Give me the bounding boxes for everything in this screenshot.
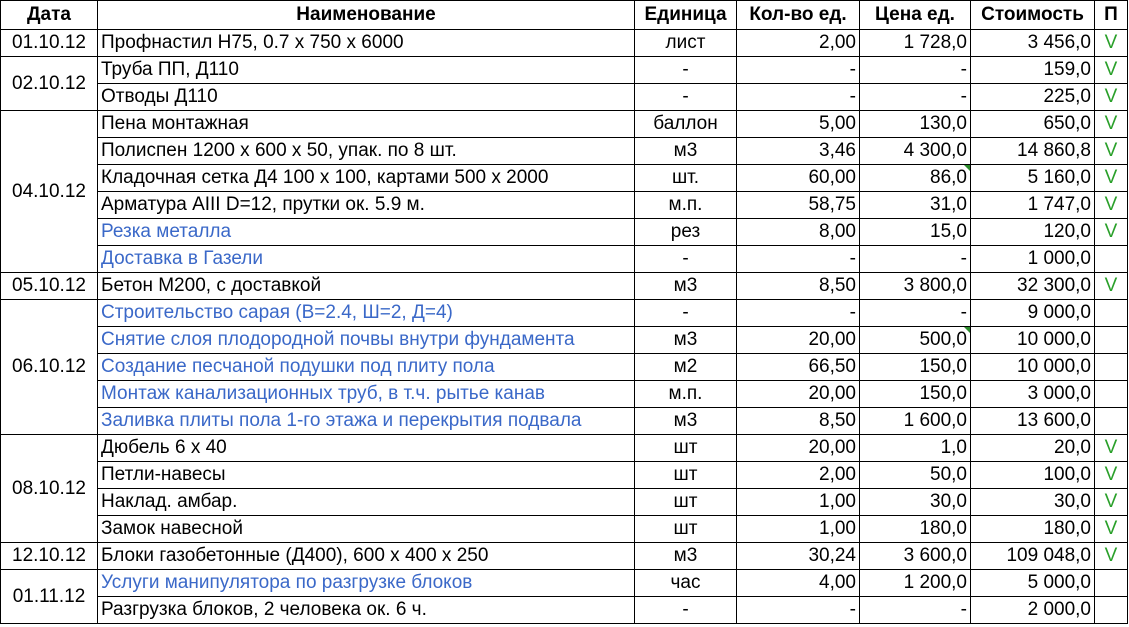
item-name-cell[interactable]: Наклад. амбар.	[98, 489, 635, 516]
comment-indicator-icon[interactable]	[964, 327, 970, 333]
item-name-cell[interactable]: Профнастил Н75, 0.7 х 750 х 6000	[98, 30, 635, 57]
quantity-cell[interactable]: -	[737, 57, 860, 84]
quantity-cell[interactable]: 1,00	[737, 516, 860, 543]
paid-mark: V	[1104, 59, 1118, 80]
date-cell[interactable]: 08.10.12	[1, 435, 98, 543]
unit-cell[interactable]: м.п.	[635, 192, 737, 219]
table-row	[1, 165, 1128, 192]
price-value: 50,0	[930, 464, 967, 485]
price-value: 1 728,0	[903, 32, 967, 53]
item-name-cell[interactable]: Пена монтажная	[98, 111, 635, 138]
cost-cell[interactable]: 2 000,0	[971, 597, 1095, 624]
paid-mark: V	[1104, 113, 1118, 134]
table-row	[1, 30, 1128, 57]
unit-price-cell[interactable]	[860, 543, 971, 570]
table-row	[1, 597, 1128, 624]
paid-mark: V	[1104, 491, 1118, 512]
unit-cell[interactable]: шт	[635, 489, 737, 516]
header-qty[interactable]: Кол-во ед.	[737, 1, 860, 30]
paid-cell[interactable]	[1095, 327, 1128, 354]
item-name-cell[interactable]: Разгрузка блоков, 2 человека ок. 6 ч.	[98, 597, 635, 624]
unit-price-cell[interactable]	[860, 138, 971, 165]
unit-cell[interactable]: м.п.	[635, 381, 737, 408]
quantity-cell[interactable]: 8,00	[737, 219, 860, 246]
cost-cell[interactable]: 180,0	[971, 516, 1095, 543]
header-price[interactable]: Цена ед.	[860, 1, 971, 30]
quantity-cell[interactable]: 5,00	[737, 111, 860, 138]
unit-price-cell[interactable]	[860, 219, 971, 246]
paid-mark: V	[1104, 167, 1118, 188]
paid-cell[interactable]	[1095, 30, 1128, 57]
unit-cell[interactable]: лист	[635, 30, 737, 57]
unit-price-cell[interactable]	[860, 354, 971, 381]
cost-cell[interactable]: 10 000,0	[971, 354, 1095, 381]
paid-mark: V	[1104, 140, 1118, 161]
table-row	[1, 219, 1128, 246]
price-value: 3 600,0	[903, 545, 967, 566]
cost-cell[interactable]: 13 600,0	[971, 408, 1095, 435]
header-name[interactable]: Наименование	[98, 1, 635, 30]
price-value: 30,0	[930, 491, 967, 512]
cost-cell[interactable]: 650,0	[971, 111, 1095, 138]
unit-cell[interactable]: -	[635, 246, 737, 273]
price-value: 3 800,0	[903, 275, 967, 296]
price-value: 86,0	[930, 167, 967, 188]
unit-price-cell[interactable]	[860, 111, 971, 138]
quantity-cell[interactable]: -	[737, 246, 860, 273]
price-value: 130,0	[919, 113, 967, 134]
unit-price-cell[interactable]	[860, 435, 971, 462]
unit-cell[interactable]: -	[635, 84, 737, 111]
date-cell[interactable]: 02.10.12	[1, 57, 98, 111]
item-name-cell[interactable]: Монтаж канализационных труб, в т.ч. рытье канав	[98, 381, 635, 408]
item-name-cell[interactable]: Заливка плиты пола 1-го этажа и перекрытия подвала	[98, 408, 635, 435]
table-row	[1, 273, 1128, 300]
cost-cell[interactable]: 30,0	[971, 489, 1095, 516]
paid-cell[interactable]	[1095, 246, 1128, 273]
unit-cell[interactable]: м2	[635, 354, 737, 381]
quantity-cell[interactable]: 60,00	[737, 165, 860, 192]
unit-price-cell[interactable]	[860, 192, 971, 219]
price-value: 4 300,0	[903, 140, 967, 161]
table-row	[1, 570, 1128, 597]
quantity-cell[interactable]: -	[737, 84, 860, 111]
unit-cell[interactable]: час	[635, 570, 737, 597]
unit-price-cell[interactable]	[860, 327, 971, 354]
paid-cell[interactable]	[1095, 462, 1128, 489]
paid-cell[interactable]	[1095, 354, 1128, 381]
unit-price-cell[interactable]	[860, 570, 971, 597]
price-value: 150,0	[919, 356, 967, 377]
item-name-cell[interactable]: Арматура AIII D=12, прутки ок. 5.9 м.	[98, 192, 635, 219]
paid-cell[interactable]	[1095, 111, 1128, 138]
date-cell[interactable]: 06.10.12	[1, 300, 98, 435]
header-paid[interactable]: П	[1095, 1, 1128, 30]
quantity-cell[interactable]: 3,46	[737, 138, 860, 165]
quantity-cell[interactable]: 20,00	[737, 381, 860, 408]
item-name-cell[interactable]: Петли-навесы	[98, 462, 635, 489]
table-row	[1, 300, 1128, 327]
item-name-cell[interactable]: Снятие слоя плодородной почвы внутри фундамента	[98, 327, 635, 354]
price-value: 31,0	[930, 194, 967, 215]
header-unit[interactable]: Единица	[635, 1, 737, 30]
header-date[interactable]: Дата	[1, 1, 98, 30]
unit-cell[interactable]: м3	[635, 327, 737, 354]
table-row	[1, 516, 1128, 543]
table-row	[1, 84, 1128, 111]
quantity-cell[interactable]: 30,24	[737, 543, 860, 570]
table-row	[1, 435, 1128, 462]
cost-cell[interactable]: 5 000,0	[971, 570, 1095, 597]
quantity-cell[interactable]: 4,00	[737, 570, 860, 597]
item-name-cell[interactable]: Бетон М200, с доставкой	[98, 273, 635, 300]
paid-mark: V	[1104, 437, 1118, 458]
item-name-cell[interactable]: Труба ПП, Д110	[98, 57, 635, 84]
unit-cell[interactable]: м3	[635, 273, 737, 300]
table-row	[1, 489, 1128, 516]
unit-price-cell[interactable]	[860, 300, 971, 327]
unit-price-cell[interactable]	[860, 489, 971, 516]
table-body	[1, 30, 1128, 624]
item-name-cell[interactable]: Услуги манипулятора по разгрузке блоков	[98, 570, 635, 597]
paid-cell[interactable]	[1095, 597, 1128, 624]
unit-price-cell[interactable]	[860, 84, 971, 111]
paid-cell[interactable]	[1095, 57, 1128, 84]
paid-mark: V	[1104, 86, 1118, 107]
paid-cell[interactable]	[1095, 165, 1128, 192]
comment-indicator-icon[interactable]	[964, 165, 970, 171]
unit-price-cell[interactable]	[860, 381, 971, 408]
paid-mark: V	[1104, 518, 1118, 539]
date-cell[interactable]: 01.11.12	[1, 570, 98, 624]
unit-price-cell[interactable]	[860, 30, 971, 57]
paid-cell[interactable]	[1095, 408, 1128, 435]
cost-cell[interactable]: 225,0	[971, 84, 1095, 111]
table-row	[1, 192, 1128, 219]
header-row	[1, 1, 1128, 30]
paid-cell[interactable]	[1095, 516, 1128, 543]
unit-cell[interactable]: -	[635, 597, 737, 624]
date-cell[interactable]: 01.10.12	[1, 30, 98, 57]
paid-cell[interactable]	[1095, 273, 1128, 300]
table-row	[1, 111, 1128, 138]
table-row	[1, 462, 1128, 489]
paid-mark: V	[1104, 221, 1118, 242]
cost-cell[interactable]: 14 860,8	[971, 138, 1095, 165]
price-value: 1 200,0	[903, 572, 967, 593]
price-value: 150,0	[919, 383, 967, 404]
table-row	[1, 138, 1128, 165]
table-row	[1, 408, 1128, 435]
paid-cell[interactable]	[1095, 219, 1128, 246]
unit-cell[interactable]: шт	[635, 462, 737, 489]
unit-cell[interactable]: шт.	[635, 165, 737, 192]
unit-cell[interactable]: шт	[635, 516, 737, 543]
quantity-cell[interactable]: 20,00	[737, 327, 860, 354]
quantity-cell[interactable]: 1,00	[737, 489, 860, 516]
price-value: 1 600,0	[903, 410, 967, 431]
paid-mark: V	[1104, 32, 1118, 53]
cost-cell[interactable]: 120,0	[971, 219, 1095, 246]
unit-cell[interactable]: м3	[635, 543, 737, 570]
date-cell[interactable]: 04.10.12	[1, 111, 98, 273]
unit-price-cell[interactable]	[860, 57, 971, 84]
price-value: 500,0	[919, 329, 967, 350]
cost-cell[interactable]: 109 048,0	[971, 543, 1095, 570]
price-value: -	[960, 302, 967, 323]
quantity-cell[interactable]: 58,75	[737, 192, 860, 219]
item-name-cell[interactable]: Замок навесной	[98, 516, 635, 543]
cost-cell[interactable]: 5 160,0	[971, 165, 1095, 192]
item-name-cell[interactable]: Создание песчаной подушки под плиту пола	[98, 354, 635, 381]
quantity-cell[interactable]: 2,00	[737, 30, 860, 57]
price-value: 1,0	[940, 437, 967, 458]
paid-mark: V	[1104, 194, 1118, 215]
quantity-cell[interactable]: 20,00	[737, 435, 860, 462]
paid-mark: V	[1104, 464, 1118, 485]
item-name-cell[interactable]: Блоки газобетонные (Д400), 600 х 400 х 250	[98, 543, 635, 570]
item-name-cell[interactable]: Отводы Д110	[98, 84, 635, 111]
unit-cell[interactable]: м3	[635, 138, 737, 165]
quantity-cell[interactable]: -	[737, 300, 860, 327]
paid-cell[interactable]	[1095, 489, 1128, 516]
paid-cell[interactable]	[1095, 381, 1128, 408]
paid-cell[interactable]	[1095, 192, 1128, 219]
cost-cell[interactable]: 20,0	[971, 435, 1095, 462]
quantity-cell[interactable]: 8,50	[737, 273, 860, 300]
paid-mark: V	[1104, 275, 1118, 296]
paid-cell[interactable]	[1095, 543, 1128, 570]
unit-price-cell[interactable]	[860, 165, 971, 192]
cost-cell[interactable]: 100,0	[971, 462, 1095, 489]
unit-price-cell[interactable]	[860, 408, 971, 435]
cost-cell[interactable]: 32 300,0	[971, 273, 1095, 300]
cost-cell[interactable]: 159,0	[971, 57, 1095, 84]
price-value: -	[960, 248, 967, 269]
quantity-cell[interactable]: 2,00	[737, 462, 860, 489]
unit-price-cell[interactable]	[860, 597, 971, 624]
quantity-cell[interactable]: -	[737, 597, 860, 624]
table-row	[1, 354, 1128, 381]
item-name-cell[interactable]: Полиспен 1200 х 600 х 50, упак. по 8 шт.	[98, 138, 635, 165]
unit-price-cell[interactable]	[860, 462, 971, 489]
unit-price-cell[interactable]	[860, 246, 971, 273]
table-row	[1, 327, 1128, 354]
cost-cell[interactable]: 3 000,0	[971, 381, 1095, 408]
unit-cell[interactable]: -	[635, 300, 737, 327]
unit-price-cell[interactable]	[860, 516, 971, 543]
quantity-cell[interactable]: 66,50	[737, 354, 860, 381]
price-value: -	[960, 599, 967, 620]
unit-cell[interactable]: баллон	[635, 111, 737, 138]
paid-mark: V	[1104, 545, 1118, 566]
table-row	[1, 543, 1128, 570]
item-name-cell[interactable]: Кладочная сетка Д4 100 х 100, картами 500 х 2000	[98, 165, 635, 192]
quantity-cell[interactable]: 8,50	[737, 408, 860, 435]
table-row	[1, 57, 1128, 84]
unit-price-cell[interactable]	[860, 273, 971, 300]
table-row	[1, 381, 1128, 408]
unit-cell[interactable]: шт	[635, 435, 737, 462]
cost-cell[interactable]: 1 747,0	[971, 192, 1095, 219]
header-cost[interactable]: Стоимость	[971, 1, 1095, 30]
paid-cell[interactable]	[1095, 435, 1128, 462]
item-name-cell[interactable]: Строительство сарая (В=2.4, Ш=2, Д=4)	[98, 300, 635, 327]
item-name-cell[interactable]: Доставка в Газели	[98, 246, 635, 273]
cost-cell[interactable]: 3 456,0	[971, 30, 1095, 57]
item-name-cell[interactable]: Дюбель 6 х 40	[98, 435, 635, 462]
cost-cell[interactable]: 9 000,0	[971, 300, 1095, 327]
price-value: -	[960, 86, 967, 107]
cost-cell[interactable]: 10 000,0	[971, 327, 1095, 354]
date-cell[interactable]: 05.10.12	[1, 273, 98, 300]
date-cell[interactable]: 12.10.12	[1, 543, 98, 570]
unit-cell[interactable]: рез	[635, 219, 737, 246]
price-value: -	[960, 59, 967, 80]
item-name-cell[interactable]: Резка металла	[98, 219, 635, 246]
price-value: 180,0	[919, 518, 967, 539]
unit-cell[interactable]: -	[635, 57, 737, 84]
unit-cell[interactable]: м3	[635, 408, 737, 435]
price-value: 15,0	[930, 221, 967, 242]
paid-cell[interactable]	[1095, 570, 1128, 597]
cost-cell[interactable]: 1 000,0	[971, 246, 1095, 273]
paid-cell[interactable]	[1095, 84, 1128, 111]
paid-cell[interactable]	[1095, 138, 1128, 165]
paid-cell[interactable]	[1095, 300, 1128, 327]
table-row	[1, 246, 1128, 273]
